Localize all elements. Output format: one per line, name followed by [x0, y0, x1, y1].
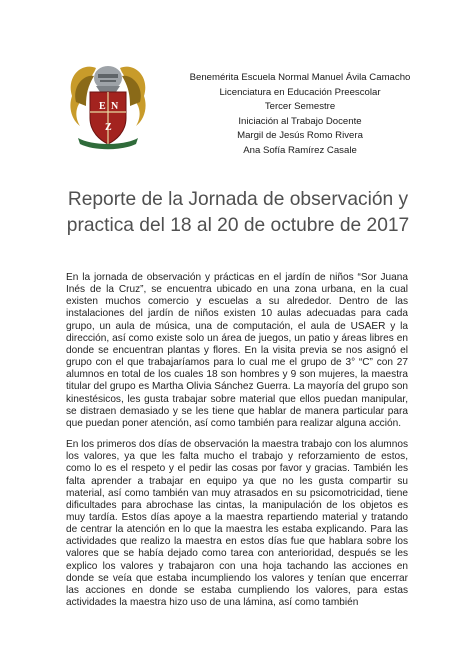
school-crest-icon	[62, 56, 154, 152]
course-name: Iniciación al Trabajo Docente	[238, 115, 362, 127]
semester: Tercer Semestre	[264, 101, 336, 113]
crest-letter: N	[111, 101, 119, 112]
body-paragraph: En los primeros dos días de observación la maestra trabajo con los alumnos los valores, ya que les falta mucho el trabajo y reforzamiento de estos, como lo es el respeto y el pedir las cosas por favor y gracias. También les falta aprender a trabajar en equipo ya que no les gusta compartir su material, así como también van muy atrasados en su psicomotricidad, tiene dificultades para abrochase las cintas, la manipulación de los objetos es muy tardía. Estos días apoye a la maestra repartiendo material y tratando de centrar la atención en lo que la maestra les estaba explicando. Para las actividades que realizo la maestra en estos días fue que hablara sobre los valores que se había dejado como tarea con anterioridad, después se les explico los valores y trabajaron con una hoja tachando las acciones en donde se veía que estaba incumpliendo los valores y tenían que encerrar las acciones en donde se estaba cumpliendo los valores, para estas actividades la maestra hizo uso de una lámina, así como también	[66, 439, 408, 609]
body-paragraph: En la jornada de observación y prácticas en el jardín de niños “Sor Juana Inés de la Cruz”, se encuentra ubicado en una zona urbana, en la cual existen muchos comercio y escuelas a su alrededor. Dentro de las instalaciones del jardín de niños existen 10 aulas adecuadas para cada grupo, un aula de música, una de computación, el aula de USAER y la dirección, así como existe solo un área de juegos, un patio y áreas libres en donde se encuentran plantas y flores. En la visita previa se nos asignó el grupo con el que trabajaríamos para lo cual me el grupo de 3° “C” con 27 alumnos en total de los cuales 18 son hombres y 9 son mujeres, la maestra titular del grupo es Martha Olivia Sánchez Guerra. La mayoría del grupo son kinestésicos, les gusta trabajar sobre material que ellos puedan manipular, se distraen demasiado y se les tiene que hablar de manera particular para que puedan poner atención, así como también para realizar alguna acción.	[66, 272, 408, 429]
teacher-name: Margil de Jesús Romo Rivera	[237, 130, 363, 142]
report-body	[66, 272, 408, 618]
institution-header	[150, 71, 450, 159]
crest-letter: Z	[105, 122, 112, 133]
student-name: Ana Sofía Ramírez Casale	[243, 144, 357, 156]
school-name: Benemérita Escuela Normal Manuel Ávila Camacho	[189, 72, 411, 83]
crest-letter: E	[99, 101, 106, 112]
report-title: Reporte de la Jornada de observación y practica del 18 al 20 de octubre de 2017	[66, 189, 410, 236]
degree-program: Licenciatura en Educación Preescolar	[219, 86, 381, 98]
